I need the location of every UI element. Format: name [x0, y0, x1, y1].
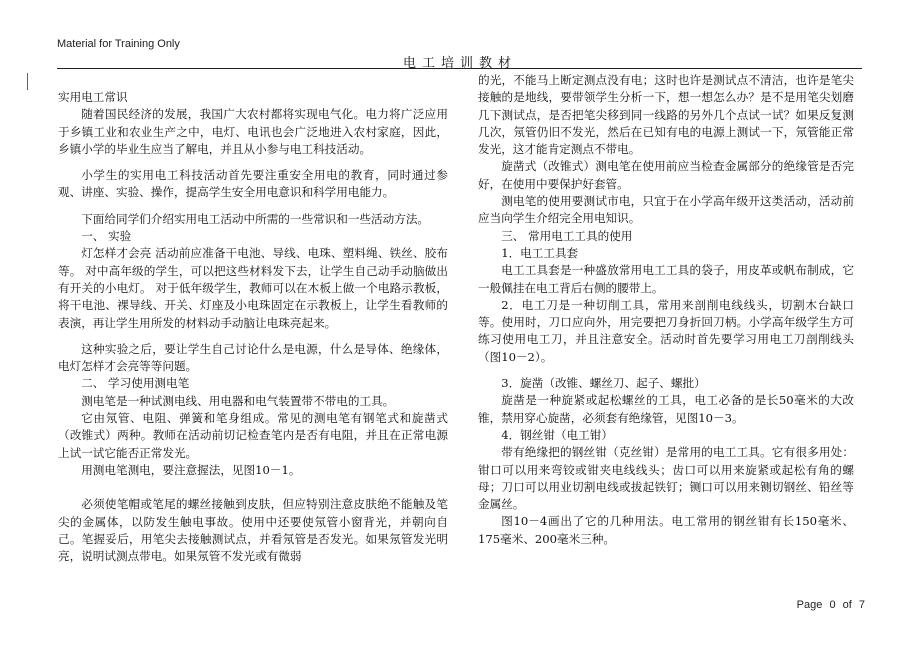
subheading-tool-bag: 1．电工工具套 — [501, 245, 579, 260]
page-label: Page — [796, 599, 823, 611]
paragraph: 小学生的实用电工科技活动首先要注重安全用电的教育，同时通过参观、讲座、实验、操作，提高学生安全用电意识和科学用电能力。 — [58, 168, 448, 200]
paragraph: 测电笔是一种试测电线、用电器和电气装置带不带电的工具。 — [81, 393, 395, 408]
paragraph: 必须使笔帽或笔尾的螺丝接触到皮肤，但应特别注意皮肤绝不能触及笔尖的金属体，以防发生触电事故。使用中还要使氖管小窗背光，并朝向自己。笔握妥后，用笔尖去接触测试点，并看氖管是否发光。如果氖管发光明亮，说明试测点带电。如果氖管不发光或有微弱 — [58, 497, 448, 564]
paragraph: 随着国民经济的发展，我国广大农村都将实现电气化。电力将广泛应用于乡镇工业和农业生产之中，电灯、电讯也会广泛地进入农村家庭，因此，乡镇小学的毕业生应当了解电，并且从小参与电工科技活动。 — [58, 107, 448, 156]
right-column — [478, 72, 854, 548]
paragraph: 它由氖管、电阻、弹簧和笔身组成。常见的测电笔有钢笔式和旋凿式（改锥式）两种。教师在活动前切记检查笔内是否有电阻，并且在正常电源上试一试它能否正常发光。 — [58, 411, 448, 460]
page-total: 7 — [858, 599, 865, 611]
subheading-screwdriver: 3．旋凿（改锥、螺丝刀、起子、螺批） — [501, 376, 706, 391]
page-title: 电工培训教材 — [402, 56, 517, 71]
paragraph: 旋凿是一种旋紧或起松螺丝的工具，电工必备的是长50毫米的大改锥，禁用穿心旋凿，必须套有绝缘管，见图10－3。 — [478, 393, 854, 425]
paragraph: 的光，不能马上断定测点没有电；这时也许是测试点不清洁，也许是笔尖接触的是地线，要带领学生分析一下，想一想怎么办？是不是用笔尖划磨几下测试点，是否把笔尖移到同一线路的另外几个点试一试？如果反复测几次，氖管仍旧不发光，然后在已知有电的电源上测试一下，氖管能正常发光，这才能肯定测点不带电。 — [478, 73, 854, 157]
paragraph: 测电笔的使用要测试市电，只宜于在小学高年级开这类活动，活动前应当向学生介绍完全用电知识。 — [478, 194, 854, 226]
subheading-pliers: 4．钢丝钳（电工钳） — [501, 427, 613, 442]
left-column — [58, 72, 448, 565]
paragraph: 灯怎样才会亮 活动前应准备干电池、导线、电珠、塑料绳、铁丝、胶布等。 对中高年级的学生，可以把这些材料发下去，让学生自己动手动脑做出有开关的小电灯。 对于低年级学生，教师可以在木板上做一个电路示教板，将干电池、裸导线、开关、灯座及小电珠固定在示教板上，让学生看教师的表演，再让学生用所发的材料动手动脑让电珠亮起来。 — [58, 246, 448, 330]
training-note: Material for Training Only — [57, 38, 180, 50]
page-footer — [797, 599, 865, 611]
section-title: 实用电工常识 — [58, 90, 128, 104]
of-label: of — [842, 599, 852, 611]
heading-test-pen: 二、 学习使用测电笔 — [81, 376, 190, 391]
paragraph: 带有绝缘把的钢丝钳（克丝钳）是常用的电工工具。它有很多用处：钳口可以用来弯铰或钳夹电线线头；齿口可以用来旋紧或起松有角的螺母；刀口可以用业切割电线或拔起铁钉；铡口可以用来铡切钢丝、铅丝等金属丝。 — [478, 445, 854, 512]
paragraph: 旋凿式（改锥式）测电笔在使用前应当检查金属部分的绝缘管是否完好，在使用中要保护好套管。 — [478, 159, 854, 191]
paragraph: 用测电笔测电，要注意握法，见图10－1。 — [81, 462, 301, 477]
header-divider — [57, 68, 862, 69]
paragraph: 2．电工刀是一种切削工具，常用来剖削电线线头，切割木台缺口等。使用时，刀口应向外，用完要把刀身折回刀柄。小学高年级学生方可练习使用电工刀，并且注意安全。活动时首先要学习用电工刀剖削线头（图10－2）。 — [478, 297, 854, 364]
heading-tools: 三、 常用电工工具的使用 — [501, 228, 633, 243]
paragraph: 电工工具套是一种盛放常用电工工具的袋子，用皮革或帆布制成，它一般佩挂在电工背后右侧的腰带上。 — [478, 263, 854, 295]
paragraph: 下面给同学们介绍实用电工活动中所需的一些常识和一些活动方法。 — [81, 211, 430, 226]
margin-marker — [27, 73, 28, 90]
paragraph: 图10－4画出了它的几种用法。电工常用的钢丝钳有长150毫米、175毫米、200毫米三种。 — [478, 514, 854, 546]
paragraph: 这种实验之后，要让学生自己讨论什么是电源，什么是导体、绝缘体，电灯怎样才会亮等等问题。 — [58, 341, 448, 374]
page-number: 0 — [829, 599, 836, 611]
heading-experiment: 一、 实验 — [81, 229, 132, 244]
